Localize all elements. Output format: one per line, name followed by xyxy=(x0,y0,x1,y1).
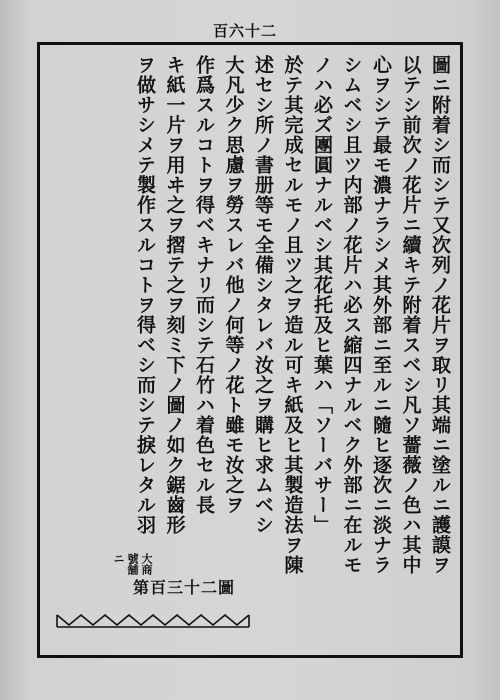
text-column: キ紙一片ヲ用ヰ之ヲ摺テ之ヲ刻ミ下ノ圖ノ如ク鋸齒形 xyxy=(163,55,186,535)
text-column: ヲ做サシメテ製作スルコトヲ得ベシ而シテ捩レタル羽 xyxy=(134,55,156,535)
text-column: 大凡少ク思慮ヲ勞スレバ他ノ何等ノ花ト雖モ汝之ヲ xyxy=(222,55,245,515)
stamp-text: 號舗 xyxy=(126,553,139,575)
text-column: 於テ其完成セルモノ且ツ之ヲ造ル可キ紙及ヒ其製造法ヲ陳 xyxy=(281,55,304,575)
text-column: シムベシ且ツ内部ノ花片ハ必ス縮四ナルベク外部ニ在ルモ xyxy=(340,55,363,575)
text-frame xyxy=(37,42,463,658)
text-column: 作爲スルコトヲ得ベキナリ而シテ石竹ハ着色セル長 xyxy=(193,55,215,515)
figure-caption: 第百三十二圖 xyxy=(132,578,235,597)
text-column: 心ヲシテ最モ濃ナラシメ其外部ニ至ルニ隨ヒ逐次ニ淡ナラ xyxy=(370,55,392,575)
serrated-edge-figure xyxy=(55,609,255,629)
text-column: 述セシ所ノ書册等モ全備シタレバ汝之ヲ購ヒ求ムベシ xyxy=(252,55,274,535)
stamp-text: 大商 xyxy=(140,553,153,575)
text-column: 圖ニ附着シ而シテ又次列ノ花片ヲ取リ其端ニ塗ルニ護謨ヲ xyxy=(429,55,451,575)
text-column: ノハ必ズ團圓ナルベシ其花托及ヒ葉ハ「ソーバサー」 xyxy=(311,55,333,535)
vertical-text-body xyxy=(48,55,454,595)
page-number: 百六十二 xyxy=(212,22,277,40)
text-column: 以テシ前次ノ花片ニ續キテ附着スベシ凡ソ薔薇ノ色ハ其中 xyxy=(399,55,422,575)
stamp-text: ニ xyxy=(112,553,125,564)
